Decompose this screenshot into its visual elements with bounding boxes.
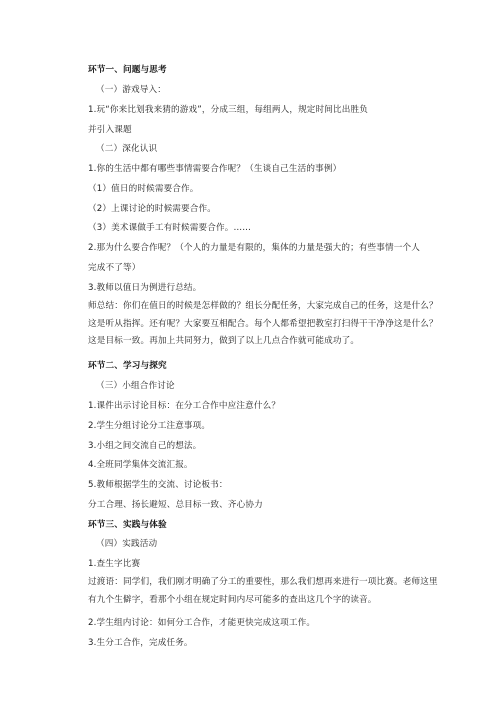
transition-paragraph: 过渡语：同学们，我们刚才明确了分工的重要性，那么我们想再来进行一项比赛。老师这里有九个生僻字，看那个小组在规定时间内尽可能多的查出这几个字的读音。 [88,577,438,605]
paragraph: 3.小组之间交流自己的想法。 [88,441,202,451]
section-heading: 环节三、实践与体验 [88,520,167,530]
paragraph: 3.教师以值日为例进行总结。 [88,283,202,293]
paragraph: 1.查生字比赛 [88,559,141,569]
board-summary: 分工合理、扬长避短、总目标一致、齐心协力 [88,500,263,510]
list-item: （1）值日的时候需要合作。 [88,184,199,194]
paragraph: 1.你的生活中都有哪些事情需要合作呢？（生谈自己生活的事例） [88,164,342,174]
subsection-title: （四）实践活动 [96,539,158,549]
subsection-title: （一）游戏导入： [96,85,166,95]
paragraph: 3.生分工合作，完成任务。 [88,638,193,648]
paragraph: 2.学生组内讨论：如何分工合作，才能更快完成这项工作。 [88,618,316,628]
paragraph: 并引入课题 [88,125,132,135]
paragraph: 2.学生分组讨论分工注意事项。 [88,421,211,431]
paragraph: 1.课件出示讨论目标：在分工合作中应注意什么？ [88,401,281,411]
list-item: （3）美术课做手工有时候需要合作。…… [88,223,252,233]
section-heading: 环节一、问题与思考 [88,65,167,75]
paragraph: 1.玩“你来比划我来猜的游戏”，分成三组，每组两人，规定时间比出胜负 [88,105,369,115]
paragraph: 4.全班同学集体交流汇报。 [88,460,193,470]
list-item: （2）上课讨论的时候需要合作。 [88,204,217,214]
paragraph: 2.那为什么要合作呢？（个人的力量是有限的，集体的力量是强大的；有些事情一个人 [88,243,421,253]
paragraph: 5.教师根据学生的交流、讨论板书： [88,480,228,490]
subsection-title: （三）小组合作讨论 [96,381,175,391]
section-heading: 环节二、学习与探究 [88,361,167,371]
summary-paragraph: 师总结：你们在值日的时候是怎样做的？组长分配任务，大家完成自己的任务，这是什么？这是听从指挥。还有呢？大家要互相配合。每个人都希望把教室打扫得干干净净这是什么？这是目标一致。再加上共同努力，做到了以上几点合作就可能成功了。 [88,301,438,346]
paragraph: 完成不了等） [88,263,141,273]
subsection-title: （二）深化认识 [96,144,158,154]
